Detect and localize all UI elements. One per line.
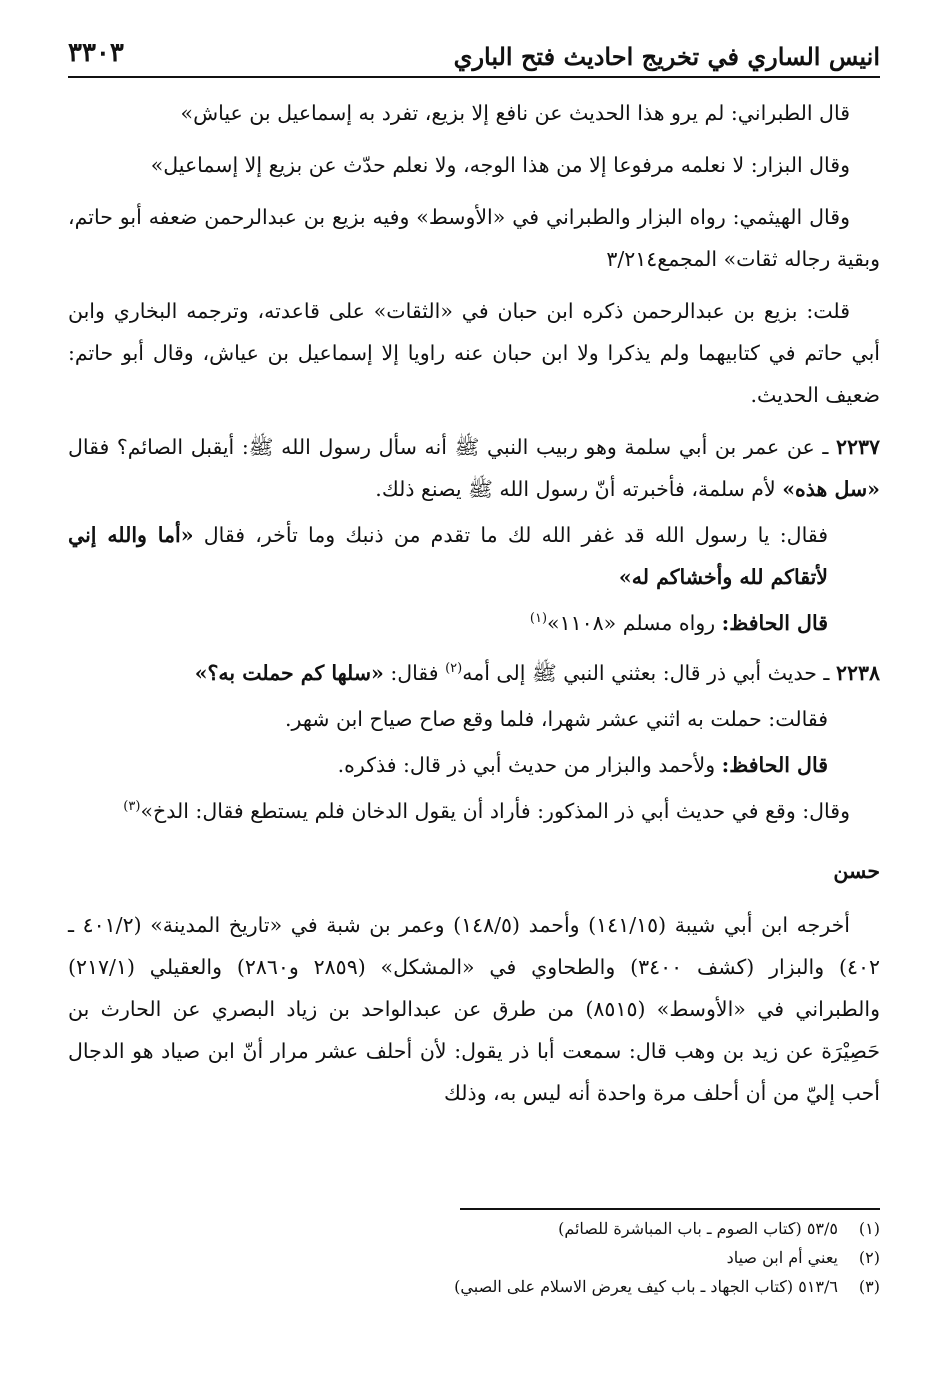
footnote-2 xyxy=(460,1243,880,1272)
paragraph-haythami: وقال الهيثمي: رواه البزار والطبراني في «الأوسط» وفيه بزيع بن عبدالرحمن ضعفه أبو حاتم، وبقية رجاله ثقات» المجمع٣/٢١٤ xyxy=(68,205,880,271)
paragraph-tabarani: قال الطبراني: لم يرو هذا الحديث عن نافع إلا بزيع، تفرد به إسماعيل بن عياش» xyxy=(180,101,850,125)
prophet-quote: «أما والله إني لأتقاكم لله وأخشاكم له» xyxy=(68,523,828,589)
hafiz-note xyxy=(68,744,828,786)
footnote-text: ٥٣/٥ (كتاب الصوم ـ باب المباشرة للصائم) xyxy=(558,1219,838,1238)
takhrij-paragraph: أخرجه ابن أبي شيبة (١٤١/١٥) وأحمد (١٤٨/٥) وعمر بن شبة في «تاريخ المدينة» (٤٠١/٢ ـ ٤٠٢) والبزار (كشف ٣٤٠٠) والطحاوي في «المشكل» (٢٨٥٩ و٢٨٦٠) والعقيلي (٢١٧/١) والطبراني في «الأوسط» (٨٥١٥) من طرق عن عبدالواحد بن زياد البصري عن الحارث بن حَصِيْرَة عن زيد بن وهب قال: سمعت أبا ذر يقول: لأن أحلف عشر مرار أنّ ابن صياد هو الدجال أحب إليّ من أن أحلف مرة واحدة أنه ليس به، وذلك xyxy=(68,913,880,1105)
footnotes xyxy=(454,1208,880,1301)
reply-text: فقال: يا رسول الله قد غفر الله لك ما تقدم من ذنبك وما تأخر، فقال xyxy=(193,523,828,547)
footnote-text: ٥١٣/٦ (كتاب الجهاد ـ باب كيف يعرض الاسلام على الصبي) xyxy=(454,1277,838,1296)
footnote-ref-1[interactable]: (١) xyxy=(529,611,548,627)
hadith-reply: فقالت: حملت به اثني عشر شهرا، فلما وقع صاح صياح ابن شهر. xyxy=(285,707,828,731)
hafiz-note xyxy=(68,602,828,644)
hadith-number: ٢٢٣٨ xyxy=(835,661,880,685)
hadith-2237 xyxy=(68,426,880,510)
paragraph-qultu: قلت: بزيع بن عبدالرحمن ذكره ابن حبان في «الثقات» على قاعدته، وترجمه البخاري وابن أبي حاتم في كتابيهما ولم يذكرا ولا ابن حبان عنه راويا إلا إسماعيل بن عياش، وقال أبو حاتم: ضعيف الحديث. xyxy=(68,299,880,407)
hadith-reply xyxy=(68,514,828,598)
page-number: ٣٣٠٣ xyxy=(68,38,124,68)
hafiz-text: ولأحمد والبزار من حديث أبي ذر قال: فذكره. xyxy=(337,753,722,777)
hafiz-label: قال الحافظ: xyxy=(721,611,828,635)
hadith-text: ـ عن عمر بن أبي سلمة وهو ربيب النبي ﷺ أنه سأل رسول الله ﷺ: أيقبل الصائم؟ فقال xyxy=(68,435,829,459)
footnote-number: (٣) xyxy=(858,1277,880,1296)
footnote-number: (١) xyxy=(858,1219,880,1238)
footnote-1 xyxy=(460,1214,880,1243)
footnote-number: (٢) xyxy=(858,1248,880,1267)
paragraph-bazzar: وقال البزار: لا نعلمه مرفوعا إلا من هذا الوجه، ولا نعلم حدّث عن بزيع إلا إسماعيل» xyxy=(150,153,850,177)
comment-text: وقال: وقع في حديث أبي ذر المذكور: فأراد أن يقول الدخان فلم يستطع فقال: الدخ» xyxy=(140,799,850,823)
hafiz-label: قال الحافظ: xyxy=(721,753,828,777)
main-content xyxy=(68,92,880,1124)
footnote-ref-2[interactable]: (٢) xyxy=(445,661,463,677)
page-header xyxy=(68,30,880,78)
hadith-number: ٢٢٣٧ xyxy=(835,435,880,459)
grading-heading: حسن xyxy=(833,859,880,883)
prophet-quote: «سلها كم حملت به؟» xyxy=(194,661,384,685)
book-title: انيس الساري في تخريج احاديث فتح الباري xyxy=(453,42,880,71)
footnote-3 xyxy=(454,1272,880,1301)
hadith-text: ـ حديث أبي ذر قال: بعثني النبي ﷺ إلى أمه xyxy=(462,661,830,685)
hafiz-comment xyxy=(68,790,880,832)
prophet-quote: «سل هذه» xyxy=(782,477,880,501)
footnote-ref-3[interactable]: (٣) xyxy=(123,799,141,815)
footnote-text: يعني أم ابن صياد xyxy=(726,1248,838,1267)
hafiz-text: رواه مسلم «١١٠٨» xyxy=(547,611,722,635)
hadith-text-continued: لأم سلمة، فأخبرته أنّ رسول الله ﷺ يصنع ذلك. xyxy=(375,477,783,501)
hadith-text-continued: فقال: xyxy=(383,661,446,685)
hadith-2238 xyxy=(68,652,880,694)
